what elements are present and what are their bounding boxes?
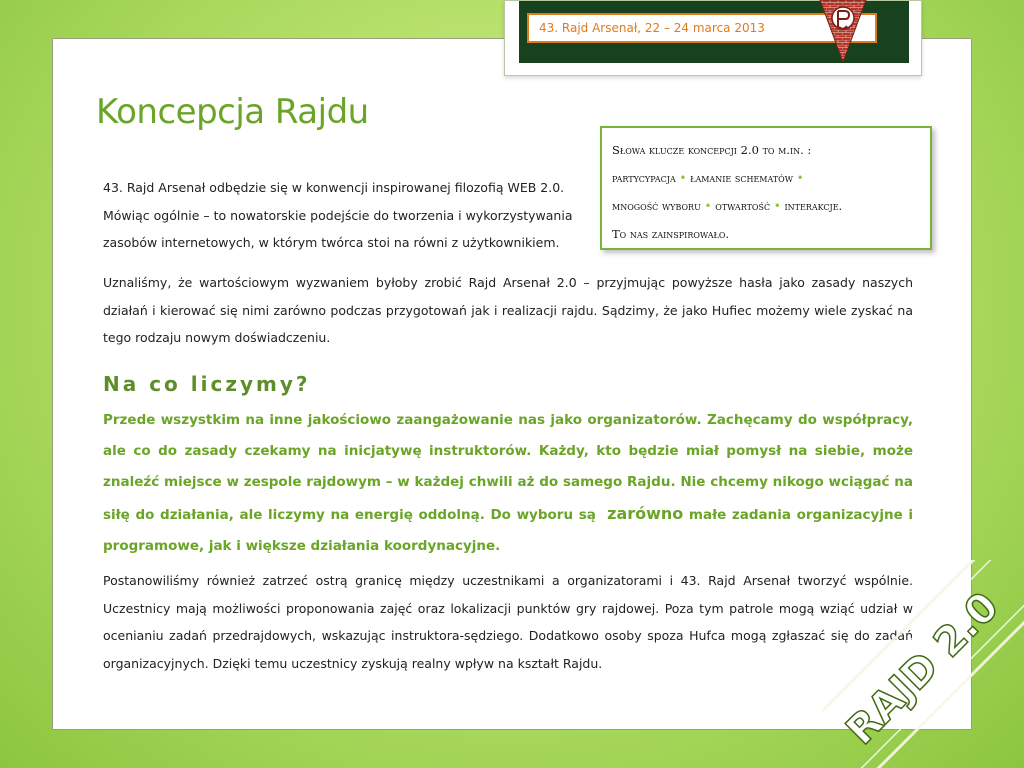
- highlight-text-after: małe zadania organizacyjne i programowe, jak i większe działania koordynacyjne.: [103, 507, 913, 554]
- scout-pennant-icon: [818, 0, 868, 64]
- highlight-text-before: Przede wszystkim na inne jakościowo zaangażowanie nas jako organizatorów. Zachęcamy do współpracy, ale co do zasady czekamy na inicjatywę instruktorów. Każdy, kto będzie miał pomysł na siebie, może znaleźć miejsce w zespole rajdowym – w każdej chwili aż do samego Rajdu. Nie chcemy nikogo wciągać na siłę do działania, ale liczymy na energię oddolną. Do wyboru są: [103, 412, 913, 523]
- dot-bullet-icon: •: [704, 199, 712, 213]
- highlight-emphasis: zarówno: [607, 504, 684, 523]
- page-title: Koncepcja Rajdu: [96, 92, 369, 132]
- keywords-line-2: [612, 192, 920, 220]
- keywords-box: [600, 126, 932, 250]
- keyword-item: interakcje.: [784, 199, 843, 213]
- section-subtitle: Na co liczymy?: [103, 372, 311, 396]
- keywords-line-1: [612, 164, 920, 192]
- event-label: 43. Rajd Arsenał, 22 – 24 marca 2013: [527, 13, 877, 43]
- keywords-closing: To nas zainspirowało.: [612, 227, 730, 241]
- keyword-item: mnogość wyboru: [612, 199, 701, 213]
- stamp-text: RAJD 2.0: [837, 583, 1008, 754]
- highlight-paragraph: [103, 405, 913, 562]
- rajd-stamp-graphic: [822, 560, 1024, 768]
- keyword-item: otwartość: [715, 199, 771, 213]
- paragraph-4: Postanowiliśmy również zatrzeć ostrą granicę między uczestnikami a organizatorami i 43. Rajd Arsenał tworzyć wspólnie. Uczestnicy mają możliwości proponowania zajęć oraz lokalizacji punktów gry rajdowej. Poza tym patrole mogą wziąć udział w ocenianiu zadań przedrajdowych, wskazując instruktora-sędziego. Dodatkowo osoby spoza Hufca mogą zgłaszać się do zadań organizacyjnych. Dzięki temu uczestnicy zyskują realny wpływ na kształt Rajdu.: [103, 573, 913, 671]
- paragraph-2: Uznaliśmy, że wartościowym wyzwaniem byłoby zrobić Rajd Arsenał 2.0 – przyjmując powyższe hasła jako zasady naszych działań i kierować się nimi zarówno podczas przygotowań jak i realizacji rajdu. Sądzimy, że jako Hufiec możemy wiele zyskać na tego rodzaju nowym doświadczeniu.: [103, 275, 913, 345]
- keyword-item: łamanie schematów: [690, 171, 793, 185]
- keyword-item: partycypacja: [612, 171, 676, 185]
- dot-bullet-icon: •: [679, 171, 687, 185]
- dot-bullet-icon: •: [796, 171, 804, 185]
- intro-paragraph: 43. Rajd Arsenał odbędzie się w konwencji inspirowanej filozofią WEB 2.0. Mówiąc ogólnie – to nowatorskie podejście do tworzenia i wykorzystywania zasobów internetowych, w którym twórca stoi na równi z użytkownikiem.: [103, 180, 573, 250]
- keywords-heading: Słowa klucze koncepcji 2.0 to m.in. :: [612, 143, 812, 157]
- dot-bullet-icon: •: [773, 199, 781, 213]
